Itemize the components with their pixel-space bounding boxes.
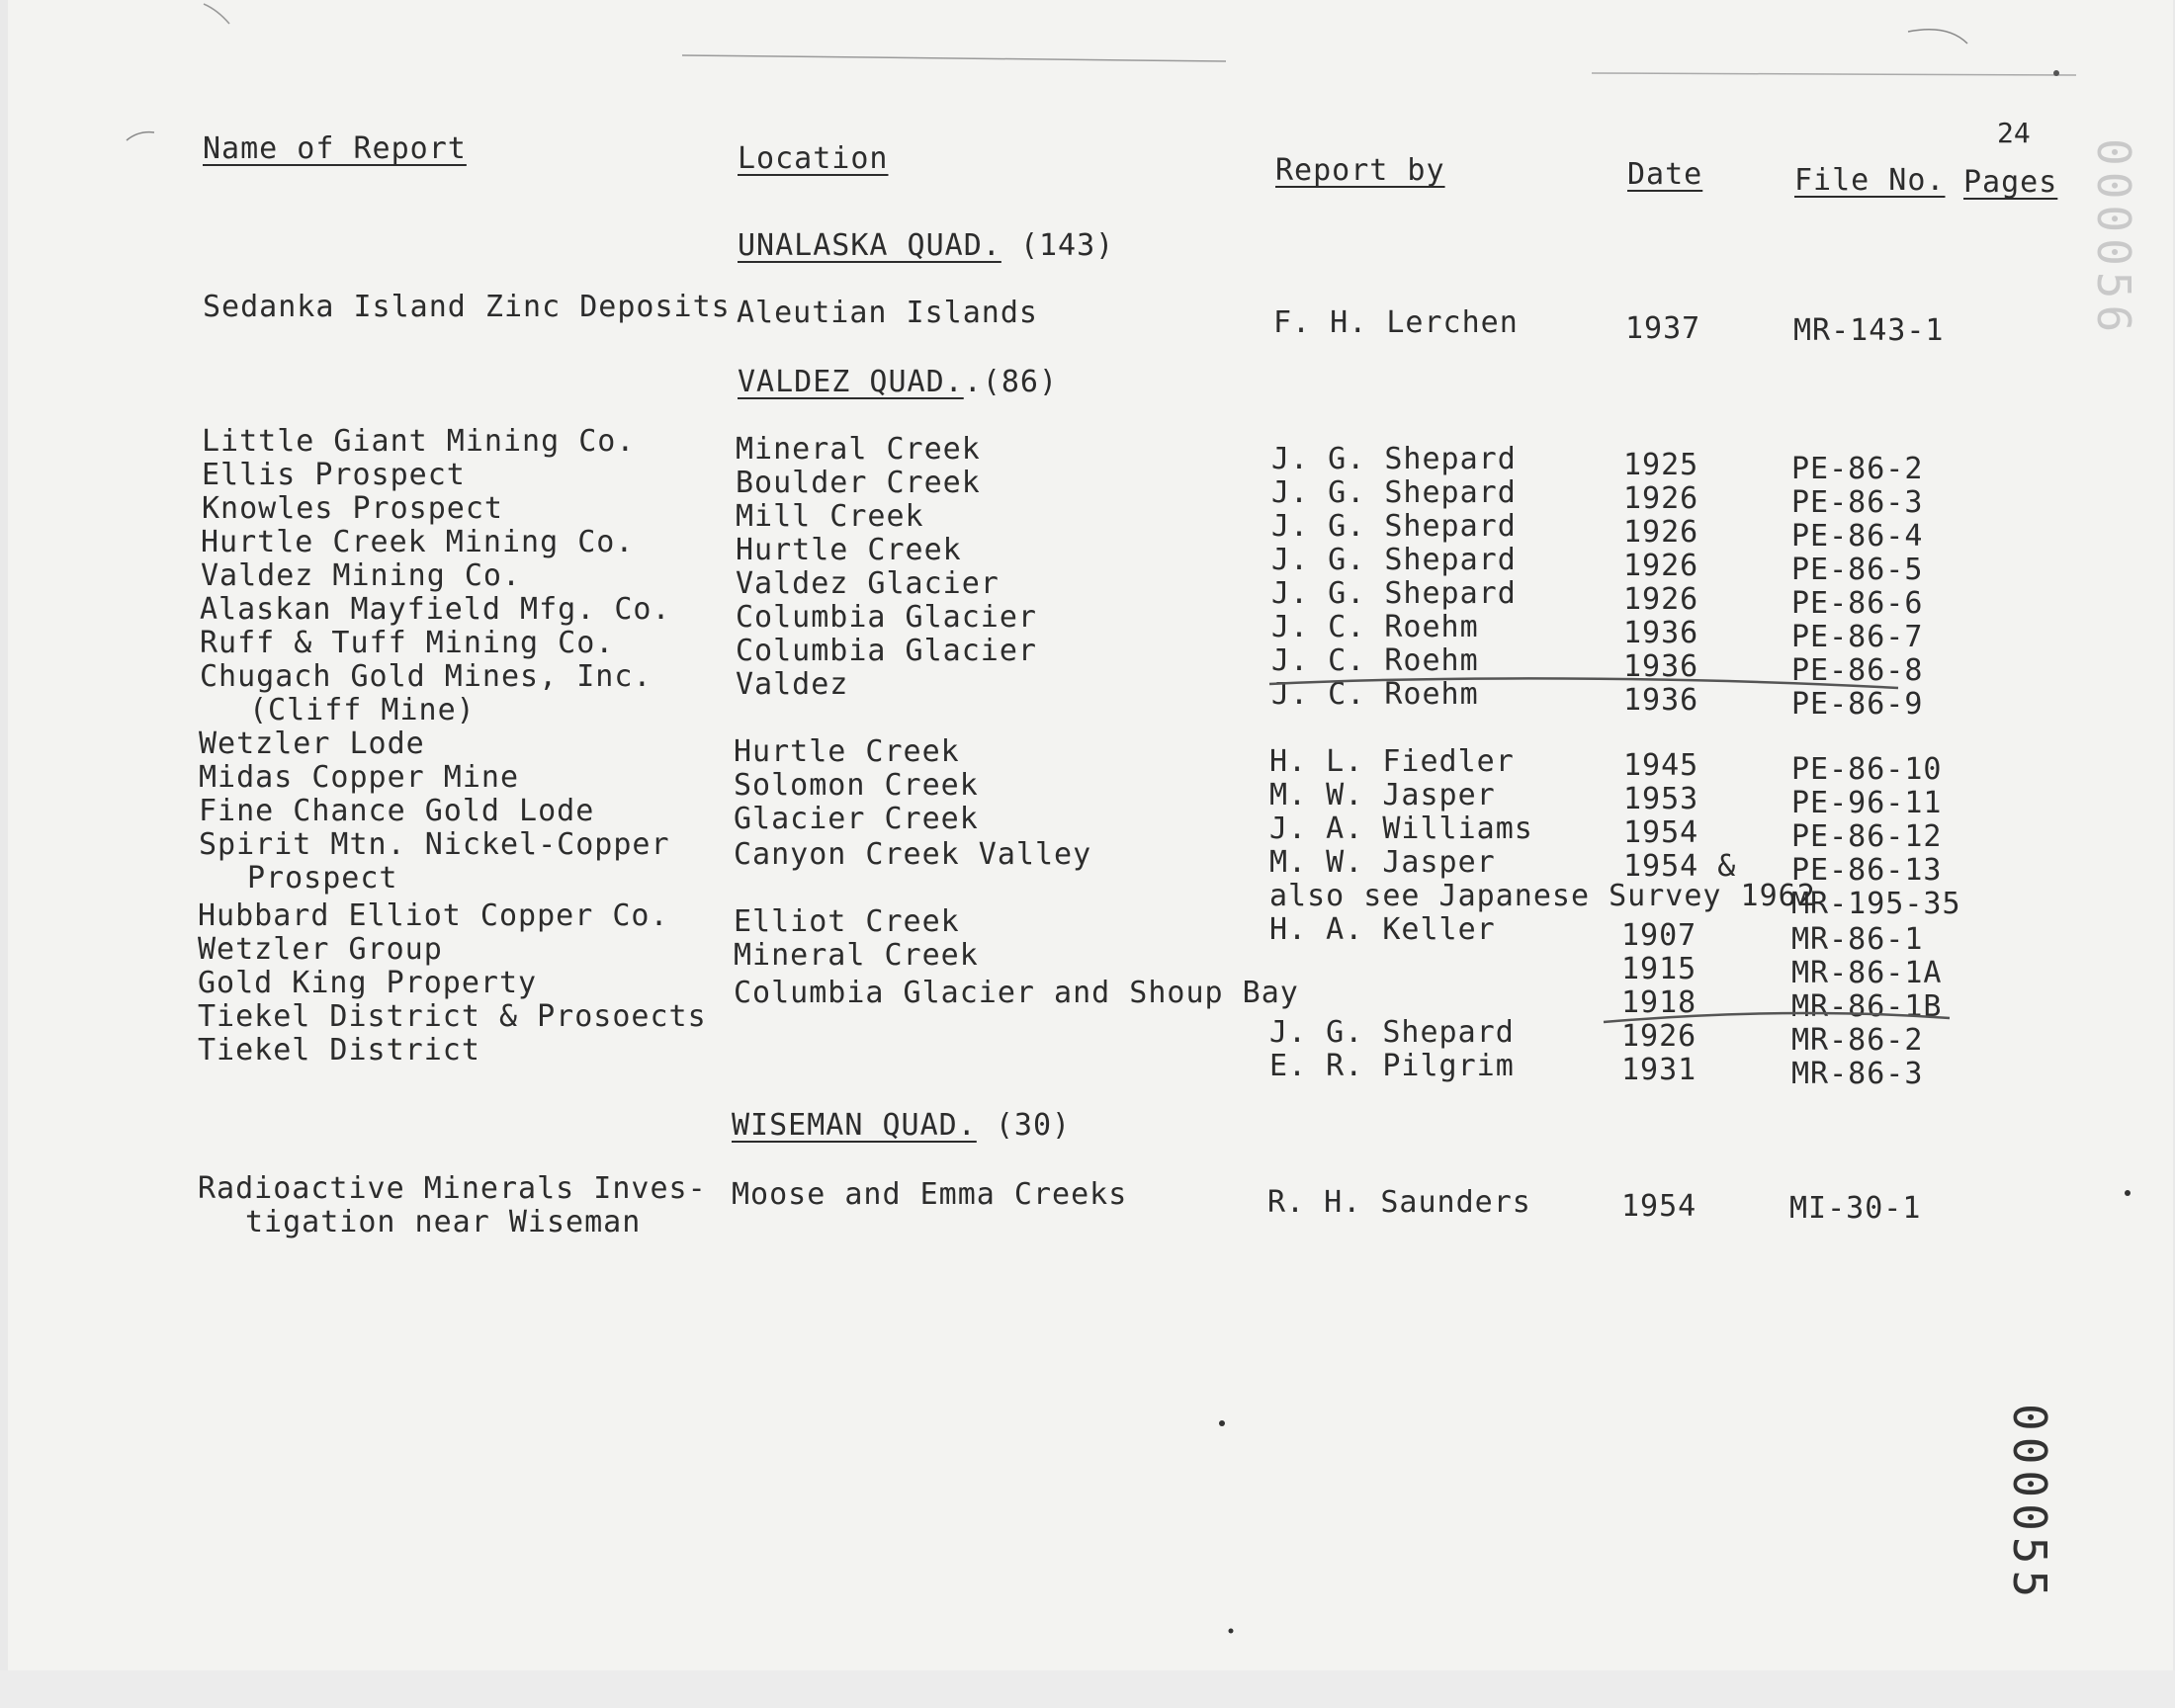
report-date: 1936: [1623, 683, 1699, 718]
scan-rule: [1592, 73, 2076, 75]
section-title: UNALASKA QUAD.: [738, 228, 1001, 263]
report-name: Tiekel District: [198, 1033, 480, 1068]
report-location: Hurtle Creek: [734, 734, 960, 769]
report-file-no: MR-86-3: [1791, 1057, 1924, 1091]
report-file-no: PE-86-4: [1791, 519, 1924, 554]
report-location: Boulder Creek: [736, 466, 981, 500]
report-location: Mill Creek: [736, 499, 924, 534]
report-name: Knowles Prospect: [202, 491, 503, 526]
report-date: 1954: [1623, 815, 1699, 850]
scan-arc: [127, 132, 154, 140]
report-date: 1918: [1621, 985, 1697, 1020]
report-location: Aleutian Islands: [737, 296, 1038, 330]
page-number: 24: [1997, 117, 2031, 149]
report-author: H. A. Keller: [1269, 912, 1496, 947]
report-file-no: PE-86-5: [1791, 553, 1924, 587]
report-author: J. G. Shepard: [1271, 576, 1517, 611]
report-location: Mineral Creek: [734, 938, 979, 973]
section-code: (143): [1019, 228, 1115, 263]
report-file-no: PE-86-12: [1791, 819, 1943, 854]
report-author: E. R. Pilgrim: [1269, 1049, 1515, 1083]
report-location: Columbia Glacier: [736, 600, 1037, 635]
header-report-by: Report by: [1275, 153, 1445, 188]
report-author: M. W. Jasper: [1269, 778, 1496, 812]
report-date: 1953: [1623, 782, 1699, 816]
report-name: Midas Copper Mine: [199, 760, 520, 795]
hand-drawn-line: [1269, 678, 1898, 688]
report-file-no: MR-86-1A: [1791, 956, 1943, 990]
report-name: Gold King Property: [198, 966, 538, 1000]
report-author: J. G. Shepard: [1271, 475, 1517, 510]
report-author: J. G. Shepard: [1271, 543, 1517, 577]
report-file-no: PE-96-11: [1791, 786, 1943, 820]
report-file-no: PE-86-7: [1791, 620, 1924, 654]
hand-drawn-line: [1604, 1013, 1950, 1022]
report-location: Canyon Creek Valley: [734, 837, 1092, 872]
report-location: Valdez Glacier: [736, 566, 1000, 601]
report-name: Little Giant Mining Co.: [202, 424, 636, 459]
report-name: Spirit Mtn. Nickel-Copper: [199, 827, 670, 862]
scan-speck: [2053, 70, 2059, 76]
report-date: 1936: [1623, 649, 1699, 684]
report-name-continued: tigation near Wiseman: [245, 1205, 642, 1239]
report-name: Radioactive Minerals Inves-: [198, 1171, 707, 1206]
report-author: J. A. Williams: [1269, 811, 1533, 846]
report-file-no: MI-30-1: [1789, 1191, 1922, 1226]
report-author: J. G. Shepard: [1271, 509, 1517, 544]
report-name: Tiekel District & Prosoects: [198, 999, 707, 1034]
report-name: Hurtle Creek Mining Co.: [201, 525, 635, 559]
report-name: Hubbard Elliot Copper Co.: [198, 898, 669, 933]
scan-rule: [682, 55, 1226, 61]
report-author: J. G. Shepard: [1269, 1015, 1515, 1050]
report-location: Columbia Glacier and Shoup Bay: [734, 976, 1299, 1010]
report-location: Columbia Glacier: [736, 634, 1037, 668]
header-location: Location: [738, 141, 889, 176]
report-date: 1926: [1623, 481, 1699, 516]
report-name: Ruff & Tuff Mining Co.: [200, 626, 615, 660]
report-name-continued: Prospect: [247, 861, 398, 896]
report-name: Valdez Mining Co.: [201, 558, 522, 593]
report-name: Fine Chance Gold Lode: [199, 794, 595, 828]
archive-stamp: 000055: [2003, 1404, 2056, 1604]
report-file-no: MR-86-1B: [1791, 989, 1943, 1024]
report-date: 1954 &: [1623, 849, 1737, 884]
section-title: WISEMAN QUAD.: [732, 1108, 977, 1143]
report-date: 1925: [1623, 448, 1699, 482]
report-file-no: MR-195-35: [1791, 887, 1961, 921]
scan-speck: [2125, 1190, 2131, 1196]
report-name: Ellis Prospect: [202, 458, 466, 492]
report-author: M. W. Jasper: [1269, 845, 1496, 880]
report-location: Glacier Creek: [734, 802, 979, 836]
report-file-no: PE-86-8: [1791, 653, 1924, 688]
report-location: Valdez: [736, 667, 849, 702]
report-file-no: PE-86-2: [1791, 452, 1924, 486]
scan-arc: [1908, 30, 1967, 43]
report-author: J. C. Roehm: [1271, 677, 1479, 712]
report-date: 1937: [1625, 311, 1701, 346]
report-date: 1936: [1623, 616, 1699, 650]
report-file-no: PE-86-13: [1791, 853, 1943, 888]
report-date: 1926: [1621, 1019, 1697, 1054]
report-name: Wetzler Group: [198, 932, 443, 967]
report-file-no: MR-86-1: [1791, 922, 1924, 957]
report-location: Moose and Emma Creeks: [732, 1177, 1128, 1212]
report-location: Solomon Creek: [734, 768, 979, 803]
header-pages: Pages: [1963, 165, 2058, 200]
report-date: 1945: [1623, 748, 1699, 783]
header-name-of-report: Name of Report: [203, 131, 467, 166]
report-file-no: PE-86-10: [1791, 752, 1943, 787]
report-date: 1926: [1623, 515, 1699, 550]
report-name: Wetzler Lode: [199, 726, 425, 761]
header-date: Date: [1627, 157, 1703, 192]
header-file-no: File No.: [1794, 163, 1946, 198]
report-name-continued: (Cliff Mine): [249, 693, 476, 727]
report-name: Chugach Gold Mines, Inc.: [200, 659, 652, 694]
archive-stamp-bleedthrough: 000056: [2087, 138, 2140, 339]
report-date: 1915: [1621, 952, 1697, 986]
report-date: 1931: [1621, 1053, 1697, 1087]
report-author: J. C. Roehm: [1271, 610, 1479, 644]
report-date: 1907: [1621, 918, 1697, 953]
section-code: (30): [995, 1108, 1072, 1143]
scan-speck: [1229, 1629, 1234, 1634]
report-location: Mineral Creek: [736, 432, 981, 467]
scan-arc: [204, 4, 229, 24]
report-location: Hurtle Creek: [736, 533, 962, 567]
report-name: Sedanka Island Zinc Deposits: [203, 290, 731, 324]
report-file-no: MR-86-2: [1791, 1023, 1924, 1058]
report-author: R. H. Saunders: [1267, 1185, 1531, 1220]
section-title: VALDEZ QUAD.: [738, 365, 964, 399]
report-file-no: MR-143-1: [1793, 313, 1945, 348]
report-file-no: PE-86-6: [1791, 586, 1924, 621]
report-note: also see Japanese Survey 1962: [1269, 879, 1816, 913]
report-date: 1954: [1621, 1189, 1697, 1224]
report-author: J. C. Roehm: [1271, 643, 1479, 678]
report-date: 1926: [1623, 582, 1699, 617]
section-code: .(86): [963, 365, 1059, 399]
report-name: Alaskan Mayfield Mfg. Co.: [200, 592, 671, 627]
report-author: J. G. Shepard: [1271, 442, 1517, 476]
report-file-no: PE-86-9: [1791, 687, 1924, 722]
report-date: 1926: [1623, 549, 1699, 583]
report-location: Elliot Creek: [734, 904, 960, 939]
report-file-no: PE-86-3: [1791, 485, 1924, 520]
report-author: H. L. Fiedler: [1269, 744, 1515, 779]
report-author: F. H. Lerchen: [1273, 305, 1519, 340]
scan-speck: [1219, 1420, 1225, 1426]
